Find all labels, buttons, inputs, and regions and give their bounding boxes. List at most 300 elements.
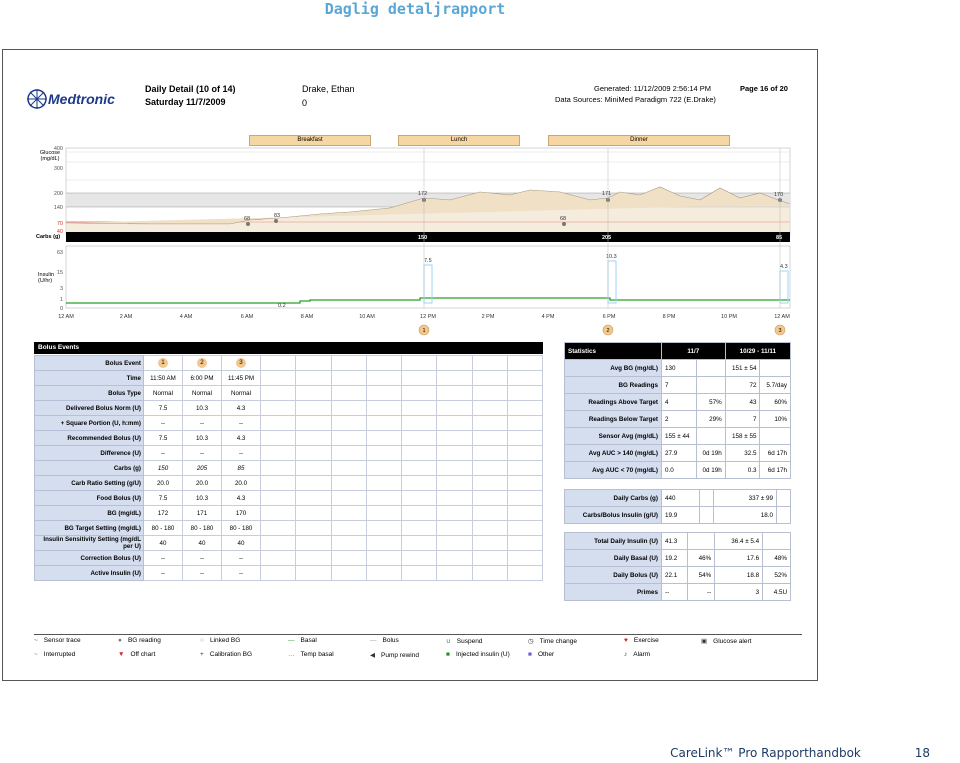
empty-cell: [296, 476, 331, 491]
empty-cell: [402, 536, 437, 551]
stats-header: Statistics: [565, 343, 662, 360]
cell-value: 337 ± 99: [714, 490, 777, 507]
empty-cell: [472, 416, 507, 431]
carb-value: 150: [418, 235, 428, 241]
time-label: 12 AM: [58, 314, 74, 320]
carbs-stats-table: [564, 489, 791, 524]
table-row: [35, 536, 543, 551]
bolus-events-header: Bolus Events: [34, 342, 543, 354]
table-row: [35, 416, 543, 431]
empty-cell: [437, 371, 472, 386]
table-row: [35, 431, 543, 446]
table-row: [35, 506, 543, 521]
empty-cell: [296, 416, 331, 431]
stats-col-range: 10/29 - 11/11: [725, 343, 790, 360]
empty-cell: [472, 476, 507, 491]
empty-cell: [366, 371, 401, 386]
cell-value: 7.5: [144, 401, 183, 416]
bg-label: 171: [602, 191, 612, 197]
row-label: Total Daily Insulin (U): [565, 533, 662, 550]
legend-label: Time change: [539, 638, 578, 645]
table-row: [35, 446, 543, 461]
empty-cell: [296, 431, 331, 446]
legend-icon: +: [200, 651, 204, 658]
empty-cell: [261, 371, 296, 386]
row-label: Avg BG (mg/dL): [565, 360, 662, 377]
empty-cell: [402, 371, 437, 386]
row-label: Carb Ratio Setting (g/U): [35, 476, 144, 491]
empty-cell: [507, 536, 542, 551]
empty-cell: [507, 551, 542, 566]
cell-value: 85: [222, 461, 261, 476]
cell-value: 0d 19h: [696, 445, 725, 462]
event-number: 1: [144, 356, 183, 371]
cell-value: 7: [725, 411, 760, 428]
empty-cell: [261, 386, 296, 401]
event-marker-label: 3: [778, 328, 782, 334]
empty-cell: [437, 521, 472, 536]
legend-item: [288, 651, 334, 658]
legend-item: [370, 637, 399, 644]
cell-value: 0.0: [662, 462, 697, 479]
cell-value: 52%: [763, 567, 791, 584]
legend-label: BG reading: [127, 637, 161, 644]
cell-value: --: [222, 566, 261, 581]
table-row: [565, 584, 791, 601]
cell-value: --: [144, 416, 183, 431]
empty-cell: [261, 536, 296, 551]
row-label: Sensor Avg (mg/dL): [565, 428, 662, 445]
cell-value: [760, 428, 791, 445]
cell-value: 7.5: [144, 431, 183, 446]
time-label: 8 AM: [300, 314, 314, 320]
cell-value: 6:00 PM: [183, 371, 222, 386]
time-label: 6 AM: [240, 314, 254, 320]
empty-cell: [402, 431, 437, 446]
cell-value: 17.6: [715, 550, 763, 567]
empty-cell: [296, 536, 331, 551]
carb-value: 85: [776, 235, 783, 241]
cell-value: Normal: [222, 386, 261, 401]
cell-value: 10.3: [183, 491, 222, 506]
row-label: Daily Carbs (g): [565, 490, 662, 507]
cell-value: 40: [183, 536, 222, 551]
cell-value: 205: [183, 461, 222, 476]
legend-item: [200, 651, 252, 658]
cell-value: 41.3: [662, 533, 688, 550]
empty-cell: [331, 506, 366, 521]
cell-value: 130: [662, 360, 697, 377]
empty-cell: [437, 476, 472, 491]
insulin-stats-table: [564, 532, 791, 601]
cell-value: 80 - 180: [183, 521, 222, 536]
empty-cell: [331, 566, 366, 581]
empty-cell: [261, 416, 296, 431]
cell-value: [763, 533, 791, 550]
bolus-value: 4.3: [780, 264, 788, 270]
event-number: 2: [183, 356, 222, 371]
table-row: [35, 566, 543, 581]
cell-value: 151 ± 54: [725, 360, 760, 377]
cell-value: 10%: [760, 411, 791, 428]
empty-cell: [507, 566, 542, 581]
table-row: [565, 567, 791, 584]
patient-id: 0: [302, 98, 308, 108]
empty-cell: [366, 521, 401, 536]
bolus-value: 7.5: [424, 258, 432, 264]
cell-value: --: [183, 446, 222, 461]
empty-cell: [472, 551, 507, 566]
cell-value: 440: [662, 490, 700, 507]
bg-point: [274, 219, 278, 223]
report-date: Saturday 11/7/2009: [145, 97, 226, 107]
empty-cell: [437, 566, 472, 581]
empty-cell: [296, 401, 331, 416]
empty-cell: [507, 521, 542, 536]
legend-item: [701, 637, 751, 645]
empty-cell: [261, 551, 296, 566]
legend-icon: ♪: [624, 651, 628, 658]
legend-icon: —: [288, 637, 295, 644]
cell-value: 60%: [760, 394, 791, 411]
legend-icon: ~: [34, 651, 38, 658]
glucose-tick: 140: [53, 205, 63, 211]
table-row: [565, 550, 791, 567]
cell-value: 150: [144, 461, 183, 476]
table-row: [35, 521, 543, 536]
bg-label: 172: [418, 191, 428, 197]
empty-cell: [472, 446, 507, 461]
empty-cell: [507, 371, 542, 386]
row-label: Avg AUC < 70 (mg/dL): [565, 462, 662, 479]
cell-value: --: [183, 551, 222, 566]
legend-label: Linked BG: [209, 637, 241, 644]
cell-value: 171: [183, 506, 222, 521]
cell-value: 4.3: [222, 491, 261, 506]
insulin-tick: 1: [59, 297, 63, 303]
row-label: Daily Bolus (U): [565, 567, 662, 584]
glucose-tick: 40: [56, 229, 63, 235]
event-marker-label: 1: [422, 328, 426, 334]
table-row: [565, 360, 791, 377]
cell-value: 20.0: [183, 476, 222, 491]
empty-cell: [366, 461, 401, 476]
empty-cell: [507, 461, 542, 476]
cell-value: --: [222, 416, 261, 431]
empty-cell: [472, 566, 507, 581]
cell-value: 48%: [763, 550, 791, 567]
stats-col-day: 11/7: [662, 343, 726, 360]
cell-value: 2: [662, 411, 697, 428]
cell-value: 4.5U: [763, 584, 791, 601]
empty-cell: [331, 551, 366, 566]
empty-cell: [261, 506, 296, 521]
legend-icon: ♥: [624, 637, 628, 644]
time-label: 4 PM: [541, 314, 555, 320]
table-row: [35, 386, 543, 401]
legend-item: [528, 637, 577, 645]
empty-cell: [366, 491, 401, 506]
row-label: + Square Portion (U, h:mm): [35, 416, 144, 431]
row-label: Carbs/Bolus Insulin (g/U): [565, 507, 662, 524]
carbs-axis-label: Carbs (g): [36, 234, 61, 240]
empty-cell: [402, 476, 437, 491]
row-label: Avg AUC > 140 (mg/dL): [565, 445, 662, 462]
empty-cell: [507, 416, 542, 431]
cell-value: 27.9: [662, 445, 697, 462]
empty-cell: [507, 401, 542, 416]
empty-cell: [366, 551, 401, 566]
glucose-tick: 300: [53, 166, 63, 172]
cell-value: 29%: [696, 411, 725, 428]
cell-value: 158 ± 55: [725, 428, 760, 445]
legend-label: Basal: [300, 637, 317, 644]
empty-cell: [331, 386, 366, 401]
empty-cell: [366, 446, 401, 461]
cell-value: --: [144, 446, 183, 461]
patient-name: Drake, Ethan: [302, 84, 355, 94]
cell-value: [696, 428, 725, 445]
empty-cell: [437, 401, 472, 416]
bg-label: 68: [244, 216, 251, 222]
empty-cell: [261, 566, 296, 581]
insulin-tick: 0: [59, 306, 63, 312]
cell-value: [696, 360, 725, 377]
legend-item: [200, 637, 240, 644]
legend-icon: ▼: [118, 651, 125, 658]
legend-icon: ◷: [528, 638, 534, 645]
row-label: BG Readings: [565, 377, 662, 394]
bg-label: 170: [774, 192, 784, 198]
empty-cell: [296, 491, 331, 506]
cell-value: 54%: [688, 567, 715, 584]
empty-cell: [402, 506, 437, 521]
table-row: [35, 401, 543, 416]
row-label: Daily Basal (U): [565, 550, 662, 567]
empty-cell: [331, 536, 366, 551]
table-row: [565, 445, 791, 462]
generated-date: Generated: 11/12/2009 2:56:14 PM: [594, 84, 712, 93]
table-row: [565, 377, 791, 394]
legend-item: [34, 637, 81, 644]
cell-value: 11:45 PM: [222, 371, 261, 386]
time-label: 10 PM: [721, 314, 737, 320]
cell-value: 4.3: [222, 401, 261, 416]
cell-value: 80 - 180: [144, 521, 183, 536]
empty-cell: [472, 371, 507, 386]
table-row: [35, 371, 543, 386]
empty-cell: [472, 506, 507, 521]
cell-value: Normal: [144, 386, 183, 401]
legend-divider: [34, 634, 802, 635]
time-label: 6 PM: [602, 314, 616, 320]
time-label: 12 AM: [774, 314, 790, 320]
empty-cell: [366, 476, 401, 491]
glucose-tick: 70: [56, 221, 63, 227]
cell-value: 172: [144, 506, 183, 521]
empty-cell: [402, 461, 437, 476]
row-label: Active Insulin (U): [35, 566, 144, 581]
cell-value: 18.8: [715, 567, 763, 584]
table-row: [35, 491, 543, 506]
bg-point: [562, 222, 566, 226]
empty-cell: [331, 521, 366, 536]
cell-value: [700, 490, 714, 507]
row-label: BG (mg/dL): [35, 506, 144, 521]
legend-label: Interrupted: [43, 651, 76, 658]
empty-cell: [472, 431, 507, 446]
legend-item: [624, 651, 650, 658]
table-row: [565, 428, 791, 445]
row-label: Correction Bolus (U): [35, 551, 144, 566]
row-label: Recommended Bolus (U): [35, 431, 144, 446]
empty-cell: [402, 551, 437, 566]
cell-value: 5.7/day: [760, 377, 791, 394]
table-row: [35, 476, 543, 491]
empty-cell: [472, 536, 507, 551]
empty-cell: [437, 506, 472, 521]
empty-cell: [402, 491, 437, 506]
empty-cell: [366, 416, 401, 431]
low-value: 0.2: [278, 303, 286, 309]
cell-value: 170: [222, 506, 261, 521]
empty-cell: [261, 431, 296, 446]
empty-cell: [366, 386, 401, 401]
empty-cell: [472, 521, 507, 536]
empty-cell: [366, 506, 401, 521]
row-label: Carbs (g): [35, 461, 144, 476]
cell-value: [688, 533, 715, 550]
legend-icon: ◀: [370, 652, 375, 659]
data-sources: Data Sources: MiniMed Paradigm 722 (E.Drake): [555, 95, 716, 104]
row-label: Difference (U): [35, 446, 144, 461]
empty-cell: [366, 401, 401, 416]
legend-label: Exercise: [633, 637, 659, 644]
legend-label: Other: [537, 651, 555, 658]
cell-value: 0.3: [725, 462, 760, 479]
empty-cell: [331, 371, 366, 386]
empty-cell: [366, 536, 401, 551]
bolus-events-table: [34, 355, 543, 581]
empty-cell: [331, 461, 366, 476]
legend-item: [118, 637, 161, 644]
empty-cell: [402, 386, 437, 401]
footer: [670, 746, 930, 760]
cell-value: 10.3: [183, 401, 222, 416]
empty-cell: [402, 566, 437, 581]
empty-cell: [472, 386, 507, 401]
report-title: Daily Detail (10 of 14): [145, 84, 236, 94]
row-label: Food Bolus (U): [35, 491, 144, 506]
bg-label: 83: [274, 213, 281, 219]
cell-value: [760, 360, 791, 377]
event-marker-label: 2: [606, 328, 610, 334]
legend-label: Suspend: [456, 638, 483, 645]
insulin-axis-label: Insulin (U/hr): [38, 272, 54, 284]
table-row: [565, 462, 791, 479]
table-row: [565, 490, 791, 507]
cell-value: [777, 490, 791, 507]
cell-value: --: [222, 446, 261, 461]
legend-label: Sensor trace: [43, 637, 81, 644]
empty-cell: [437, 386, 472, 401]
table-row: [35, 461, 543, 476]
row-label: Delivered Bolus Norm (U): [35, 401, 144, 416]
footer-page-number: 18: [914, 746, 930, 760]
empty-cell: [296, 551, 331, 566]
cell-value: 4.3: [222, 431, 261, 446]
cell-value: 19.9: [662, 507, 700, 524]
empty-cell: [402, 446, 437, 461]
legend-item: [528, 651, 554, 658]
empty-cell: [296, 371, 331, 386]
legend-label: Off chart: [130, 651, 156, 658]
empty-cell: [507, 386, 542, 401]
time-label: 2 PM: [481, 314, 495, 320]
meal-breakfast: Breakfast: [249, 135, 371, 146]
bg-label: 68: [560, 216, 567, 222]
medtronic-logo-icon: [26, 88, 48, 110]
empty-cell: [296, 446, 331, 461]
cell-value: 7.5: [144, 491, 183, 506]
bolus-value: 10.3: [606, 254, 617, 260]
cell-value: 36.4 ± 5.4: [715, 533, 763, 550]
legend-icon: ■: [446, 651, 450, 658]
table-row: [565, 394, 791, 411]
legend-label: Calibration BG: [209, 651, 253, 658]
empty-cell: [507, 446, 542, 461]
empty-cell: [437, 416, 472, 431]
empty-cell: [507, 476, 542, 491]
carb-value: 205: [602, 235, 612, 241]
empty-cell: [507, 506, 542, 521]
legend-label: Alarm: [633, 651, 651, 658]
cell-value: [700, 507, 714, 524]
empty-cell: [437, 446, 472, 461]
cell-value: [696, 377, 725, 394]
cell-value: [777, 507, 791, 524]
legend-icon: ~: [34, 637, 38, 644]
row-label: Time: [35, 371, 144, 386]
empty-cell: [366, 566, 401, 581]
legend-icon: ■: [528, 651, 532, 658]
empty-cell: [402, 521, 437, 536]
empty-cell: [472, 401, 507, 416]
empty-cell: [507, 491, 542, 506]
legend-icon: ○: [200, 637, 204, 644]
table-row: [565, 533, 791, 550]
empty-cell: [261, 491, 296, 506]
legend-label: Glucose alert: [713, 638, 752, 645]
cell-value: 155 ± 44: [662, 428, 697, 445]
cell-value: --: [183, 566, 222, 581]
insulin-tick: 15: [56, 270, 63, 276]
legend-item: [118, 651, 155, 658]
meal-lunch: Lunch: [398, 135, 520, 146]
insulin-tick: 63: [56, 250, 63, 256]
cell-value: --: [688, 584, 715, 601]
empty-cell: [437, 461, 472, 476]
empty-cell: [437, 431, 472, 446]
event-number: 3: [222, 356, 261, 371]
time-label: 2 AM: [119, 314, 133, 320]
empty-cell: [331, 416, 366, 431]
empty-cell: [296, 386, 331, 401]
table-row: [565, 411, 791, 428]
legend: [34, 637, 804, 667]
table-row: [35, 356, 543, 371]
row-label: Readings Below Target: [565, 411, 662, 428]
